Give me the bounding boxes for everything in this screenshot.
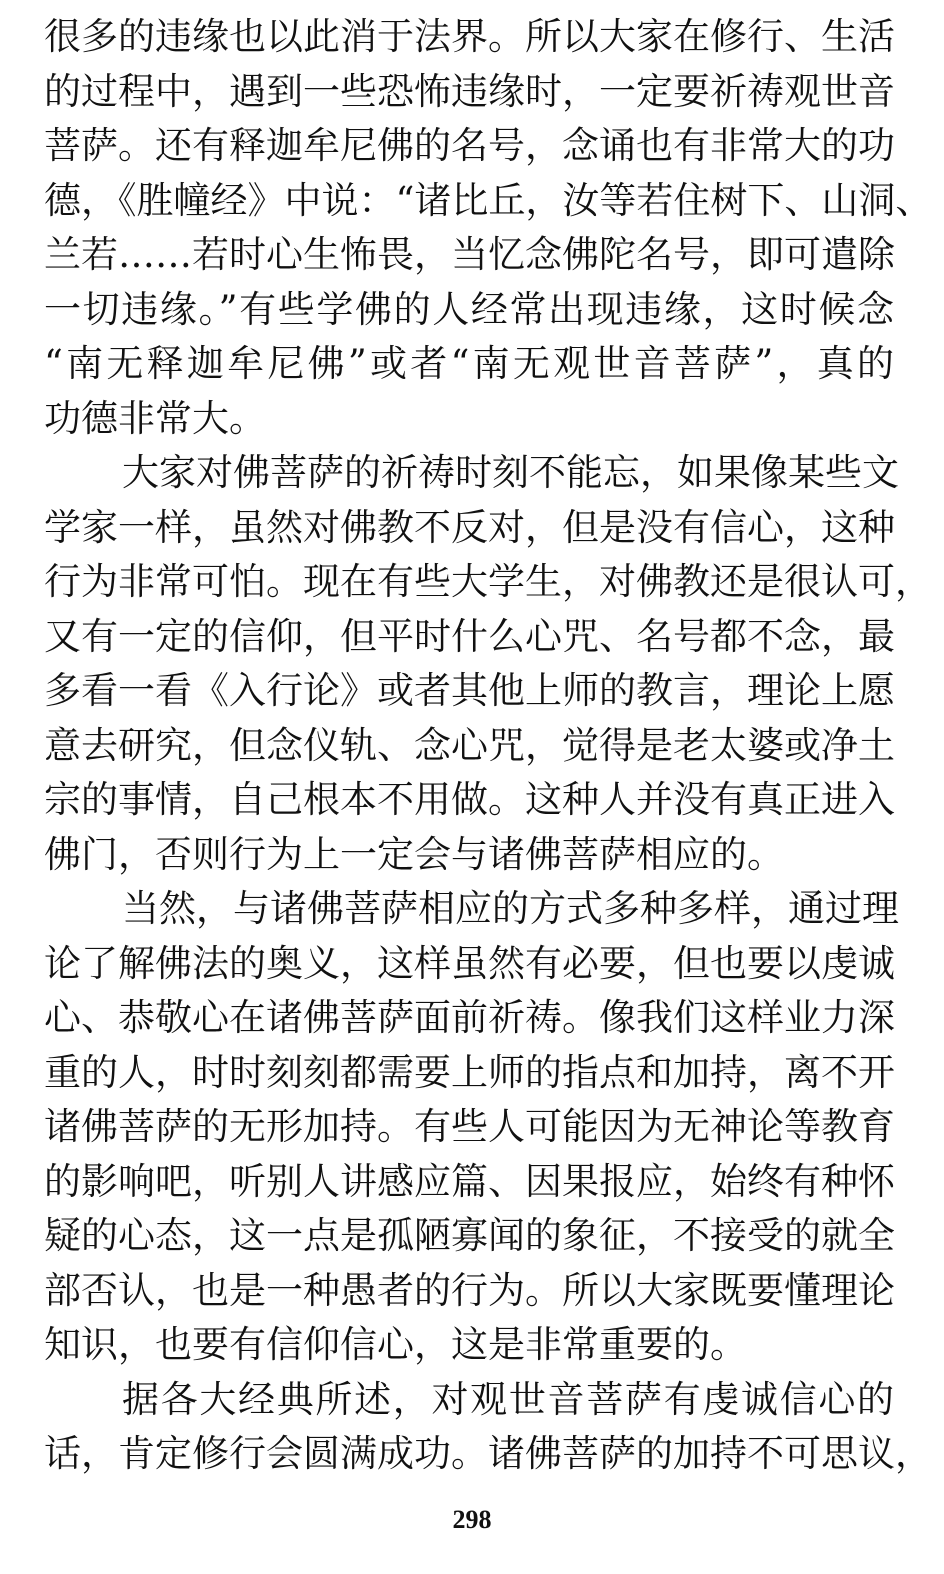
paragraph-first-line: 大家对佛菩萨的祈祷时刻不能忘，如果像某些文 [122,451,899,494]
text-line: “南无释迦牟尼佛”或者“南无观世音菩萨”，真的 [44,342,894,385]
text-line: 诸佛菩萨的无形加持。有些人可能因为无神论等教育 [44,1105,895,1148]
text-line: 多看一看《入行论》或者其他上师的教言，理论上愿 [44,669,895,712]
text-line: 意去研究，但念仪轨、念心咒，觉得是老太婆或净土 [44,723,895,767]
text-line: 的过程中，遇到一些恐怖违缘时，一定要祈祷观世音 [44,69,895,113]
text-line: 功德非常大。 [44,396,266,440]
paragraph-first-line: 当然，与诸佛菩萨相应的方式多种多样，通过理 [122,887,899,930]
text-line: 的影响吧，听别人讲感应篇、因果报应，始终有种怀 [44,1159,895,1203]
text-line: 知识，也要有信仰信心，这是非常重要的。 [44,1323,747,1366]
text-line: 学家一样，虽然对佛教不反对，但是没有信心，这种 [44,505,895,549]
text-line: 疑的心态，这一点是孤陋寡闻的象征，不接受的就全 [44,1214,895,1257]
text-line: 论了解佛法的奥义，这样虽然有必要，但也要以虔诚 [44,941,895,985]
text-line: 又有一定的信仰，但平时什么心咒、名号都不念，最 [44,614,895,658]
text-line: 行为非常可怕。现在有些大学生，对佛教还是很认可， [44,560,932,603]
text-line: 兰若……若时心生怖畏，当忆念佛陀名号，即可遣除 [44,233,895,276]
text-line: 一切违缘。”有些学佛的人经常出现违缘，这时候念 [44,287,894,331]
text-line: 德，《胜幢经》中说：“诸比丘，汝等若住树下、山洞、 [44,178,933,222]
text-line: 重的人，时时刻刻都需要上师的指点和加持，离不开 [44,1050,895,1094]
text-line: 部否认，也是一种愚者的行为。所以大家既要懂理论 [44,1268,895,1312]
text-line: 很多的违缘也以此消于法界。所以大家在修行、生活 [44,15,895,58]
body-text [44,10,933,1482]
text-line: 佛门，否则行为上一定会与诸佛菩萨相应的。 [44,832,784,876]
page-number: 298 [452,1505,492,1534]
text-line: 话，肯定修行会圆满成功。诸佛菩萨的加持不可思议， [44,1432,932,1475]
text-line: 心、恭敬心在诸佛菩萨面前祈祷。像我们这样业力深 [44,996,895,1039]
text-line: 菩萨。还有释迦牟尼佛的名号，念诵也有非常大的功 [44,124,895,167]
text-line: 宗的事情，自己根本不用做。这种人并没有真正进入 [44,778,895,821]
paragraph-first-line: 据各大经典所述，对观世音菩萨有虔诚信心的 [122,1377,894,1421]
